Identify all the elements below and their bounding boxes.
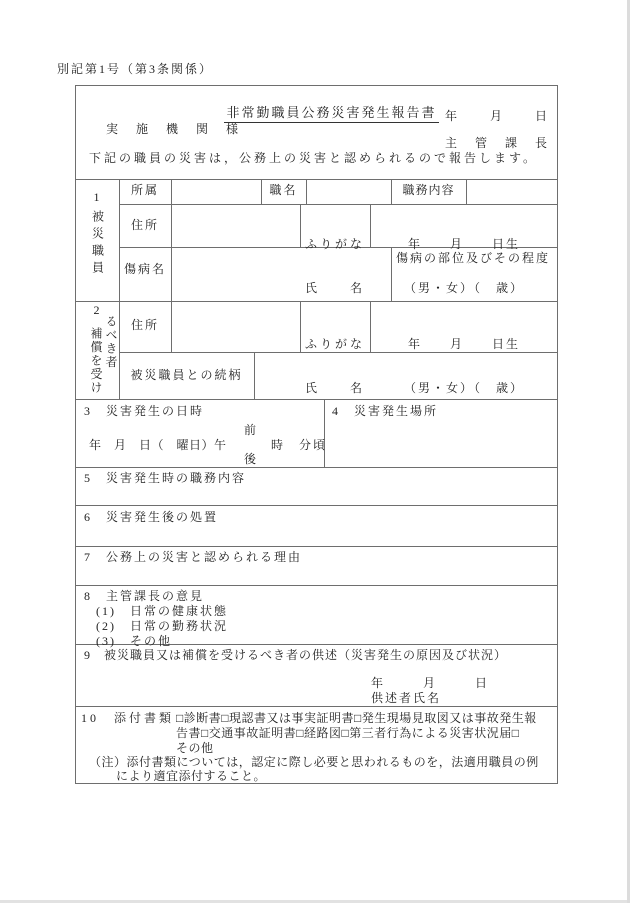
grid-line bbox=[466, 179, 467, 204]
declarant-name-label: 供述者氏名 bbox=[371, 691, 442, 705]
name-label: 氏 名 bbox=[304, 381, 365, 395]
sec3-am-label: 前 bbox=[244, 423, 259, 437]
sec7-heading: 7 公務上の災害と認められる理由 bbox=[84, 550, 303, 564]
form-title-text: 非常勤職員公務災害発生報告書 bbox=[224, 105, 438, 123]
sec9-date-line: 年 月 日 bbox=[371, 676, 489, 690]
approver-line: 主 管 課 長 bbox=[444, 136, 550, 150]
sec3-date-left: 年 月 日（ 曜日）午 bbox=[89, 438, 227, 452]
furigana-label: ふりがな bbox=[304, 337, 365, 351]
sec8-item-2: (2) 日常の勤務状況 bbox=[96, 619, 228, 633]
relation-label: 被災職員との続柄 bbox=[130, 368, 243, 382]
sec5-heading: 5 災害発生時の職務内容 bbox=[84, 471, 247, 485]
grid-line bbox=[76, 179, 557, 180]
affiliation-label: 所属 bbox=[130, 183, 159, 197]
sec6-heading: 6 災害発生後の処置 bbox=[84, 510, 219, 524]
recipient-line: 実 施 機 関 様 bbox=[106, 122, 242, 136]
sex-age-label: （男・女）（ 歳） bbox=[403, 381, 524, 395]
grid-line bbox=[76, 585, 557, 586]
sec9-heading: 9 被災職員又は補償を受けるべき者の供述（災害発生の原因及び状況） bbox=[84, 648, 508, 662]
sec1-birth-field bbox=[370, 208, 558, 324]
attachments-line-1: □診断書□現認書又は事実証明書□発生現場見取図又は事故発生報 bbox=[176, 711, 537, 725]
furigana-label: ふりがな bbox=[304, 237, 365, 251]
sex-age-label: （男・女）（ 歳） bbox=[403, 281, 524, 295]
sec4-heading: 4 災害発生場所 bbox=[332, 404, 439, 418]
sec1-number: 1 bbox=[93, 190, 102, 204]
birth-date-label: 年 月 日生 bbox=[407, 237, 520, 251]
sec1-vertical-label: 被災職員 bbox=[90, 210, 105, 278]
sec2-vertical-label-left: 補償を受け bbox=[89, 327, 103, 395]
grid-line bbox=[76, 706, 557, 707]
sec3-pm-label: 後 bbox=[244, 452, 259, 466]
grid-line bbox=[119, 179, 120, 399]
sec1-furigana-name-label bbox=[300, 208, 370, 324]
injury-part-label: 傷病の部位及びその程度 bbox=[396, 251, 551, 265]
form-number-note: 別記第1号（第3条関係） bbox=[57, 62, 214, 76]
grid-line bbox=[76, 467, 557, 468]
grid-line bbox=[76, 505, 557, 506]
sec2-address-label: 住所 bbox=[130, 318, 159, 332]
birth-date-label: 年 月 日生 bbox=[407, 337, 520, 351]
grid-line bbox=[306, 179, 307, 204]
attachments-line-3: その他 bbox=[176, 741, 214, 755]
jobtitle-label: 職名 bbox=[269, 183, 298, 197]
intro-line: 下記の職員の災害は，公務上の災害と認められるので報告します。 bbox=[89, 151, 539, 165]
sec2-number: 2 bbox=[93, 303, 102, 317]
sec8-item-3: (3) その他 bbox=[96, 634, 172, 648]
grid-line bbox=[254, 352, 255, 399]
attachments-note-line-1: （注）添付書類については，認定に際し必要と思われるものを，法適用職員の例 bbox=[89, 755, 539, 769]
jobcontent-label: 職務内容 bbox=[402, 183, 455, 197]
sec10-heading: 10 添付書類 bbox=[81, 711, 175, 725]
attachments-line-2: 告書□交通事故証明書□経路図□第三者行為による災害状況届□ bbox=[176, 726, 520, 740]
grid-line bbox=[119, 204, 557, 205]
sec3-time-right: 時 分頃 bbox=[271, 438, 328, 452]
sec1-address-label: 住所 bbox=[130, 218, 159, 232]
grid-line bbox=[171, 179, 172, 352]
sec3-heading: 3 災害発生の日時 bbox=[84, 404, 205, 418]
grid-line bbox=[76, 546, 557, 547]
sec8-heading: 8 主管課長の意見 bbox=[84, 589, 205, 603]
injury-name-label: 傷病名 bbox=[123, 262, 166, 276]
sec2-vertical-label-right: るべき者 bbox=[104, 315, 118, 369]
sec8-item-1: (1) 日常の健康状態 bbox=[96, 604, 228, 618]
name-label: 氏 名 bbox=[304, 281, 365, 295]
form-sheet bbox=[75, 85, 558, 784]
report-date-line: 年 月 日 bbox=[444, 109, 550, 123]
attachments-note-line-2: により適宜添付すること。 bbox=[116, 769, 267, 783]
